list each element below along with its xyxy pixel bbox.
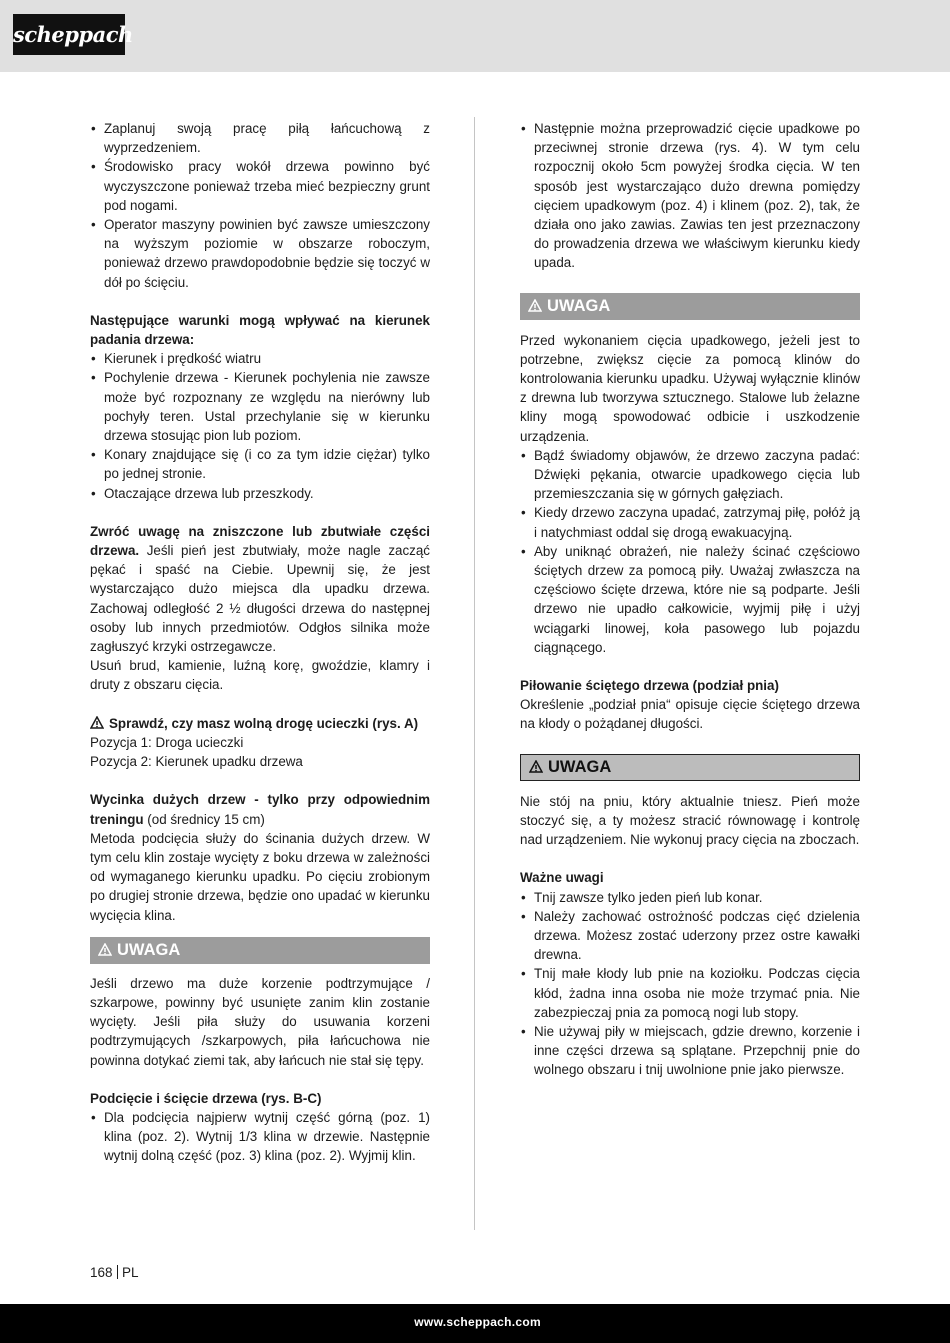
intro-list bbox=[90, 119, 430, 292]
direction-list bbox=[90, 349, 430, 503]
list-item: • Nie używaj piły w miejscach, gdzie drewno, korzenie i inne części drzewa są splątane. Przepchnij pnie do wolnego obszaru i tnij uwolnione pnie jako pierwsze. bbox=[520, 1022, 860, 1080]
warning-bar: UWAGA bbox=[520, 293, 860, 320]
warning-bar: UWAGA bbox=[520, 754, 860, 781]
list-item: • Należy zachować ostrożność podczas cięć dzielenia drzewa. Możesz zostać uderzony przez ostre kawałki drewna. bbox=[520, 907, 860, 965]
header-bar bbox=[0, 0, 950, 72]
warning-paragraph: Nie stój na pniu, który aktualnie tniesz. Pień może stoczyć się, a ty możesz stracić równowagę i kontrolę nad urządzeniem. Nie wykonuj pracy cięcia na zboczach. bbox=[520, 793, 860, 848]
warning-paragraph: Przed wykonaniem cięcia upadkowego, jeżeli jest to potrzebne, zwiększ cięcie za pomocą klinów do kontrolowania kierunku upadku. Używaj wyłącznie klinów z drewna lub tworzywa sztucznego. Stalowe lub żelazne kliny mogą spowodować odbicie i uszkodzenie urządzenia. bbox=[520, 332, 860, 444]
list-item: • Dla podcięcia najpierw wytnij część górną (poz. 1) klina (poz. 2). Wytnij 1/3 klina w drzewie. Następnie wytnij dolną część (poz. 3) klina (poz. 2). Wyjmij klin. bbox=[90, 1108, 430, 1166]
escape-route-heading: Sprawdź, czy masz wolną drogę ucieczki (rys. A) bbox=[90, 714, 430, 733]
language-code: PL bbox=[122, 1265, 139, 1280]
large-trees-paragraph: Metoda podcięcia służy do ścinania dużych drzew. W tym celu klin zostaje wycięty z boku drzewa w zależności od wymaganego kierunku upadku. Po cięciu zrobionym po drugiej stronie drzewa, będzie ono upadać w kierunku wycięcia klina. bbox=[90, 830, 430, 923]
bucking-paragraph: Określenie „podział pnia“ opisuje cięcie ściętego drzewa na kłody o pożądanej długości. bbox=[520, 697, 860, 732]
warning-triangle-icon bbox=[90, 716, 104, 729]
right-column bbox=[520, 119, 860, 1080]
warning-bar: UWAGA bbox=[90, 937, 430, 964]
page-number: 168 bbox=[90, 1265, 113, 1280]
list-item: • Kierunek i prędkość wiatru bbox=[90, 349, 430, 368]
column-divider bbox=[474, 117, 475, 1230]
list-item: • Operator maszyny powinien być zawsze umieszczony na wyższym poziomie w obszarze roboczym, ponieważ drzewo prawdopodobnie będzie się toczyć w dół po ścięciu. bbox=[90, 215, 430, 292]
direction-heading: Następujące warunki mogą wpływać na kierunek padania drzewa: bbox=[90, 312, 430, 348]
warning-triangle-icon bbox=[529, 760, 543, 773]
large-trees-heading: Wycinka dużych drzew - tylko przy odpowiednim treningu (od średnicy 15 cm) bbox=[90, 792, 430, 827]
list-item: • Bądź świadomy objawów, że drzewo zaczyna padać: Dźwięki pękania, otwarcie upadkowego cięcia lub przemieszczania się w górnych gałęziach. bbox=[520, 446, 860, 504]
warning-triangle-icon bbox=[98, 943, 112, 956]
list-item: • Tnij zawsze tylko jeden pień lub konar. bbox=[520, 888, 860, 907]
notes-list bbox=[520, 888, 860, 1080]
bucking-heading: Piłowanie ściętego drzewa (podział pnia) bbox=[520, 678, 779, 694]
footer-separator bbox=[117, 1265, 119, 1279]
brand-logo: scheppach bbox=[13, 14, 125, 55]
list-item: • Tnij małe kłody lub pnie na koziołku. Podczas cięcia kłód, żadna inna osoba nie może trzymać pnia. Nie zabezpieczaj pnia za pomocą nogi lub stopy. bbox=[520, 964, 860, 1022]
page-footer bbox=[90, 1265, 139, 1280]
list-item: • Pochylenie drzewa - Kierunek pochylenia nie zawsze może być rozpoznany ze względu na nierówny lub pochyły teren. Ustal przechylanie się w kierunku drzewa stosując pion lub poziom. bbox=[90, 368, 430, 445]
list-item: • Aby uniknąć obrażeń, nie należy ścinać częściowo ściętych drzew za pomocą piły. Uważaj zwłaszcza na częściowo ścięte drzewa, które nie są podparte. Jeśli drzewo nie upadło całkowicie, wyjmij piłę i użyj wciągarki linowej, koła pasowego lub pojazdu ciągnącego. bbox=[520, 542, 860, 657]
list-item: • Otaczające drzewa lub przeszkody. bbox=[90, 484, 430, 503]
bottom-bar bbox=[0, 1304, 950, 1343]
website-link[interactable]: www.scheppach.com bbox=[414, 1315, 541, 1329]
damaged-wood-paragraph bbox=[90, 522, 430, 656]
damaged-wood-text: Jeśli pień jest zbutwiały, może nagle zacząć pękać i spaść na Ciebie. Upewnij się, że jest wystarczająco dużo miejsca dla upadku drzewa. Zachowaj odległość 2 ½ długości drzewa do następnej osoby lub innych przedmiotów. Odgłos silnika może zagłuszyć krzyki ostrzegawcze. bbox=[90, 543, 430, 655]
left-column bbox=[90, 119, 430, 1166]
warning-paragraph: Jeśli drzewo ma duże korzenie podtrzymujące / szkarpowe, powinny być usunięte zanim klin zostanie wycięty. Jeśli piła służy do usuwania korzeni podtrzymujących /szkarpowych, piła łańcuchowa nie powinna dotykać ziemi tak, aby łańcuch nie stał się tępy. bbox=[90, 975, 430, 1068]
debris-paragraph: Usuń brud, kamienie, luźną korę, gwoździe, klamry i druty z obszaru cięcia. bbox=[90, 658, 430, 693]
list-item: • Środowisko pracy wokół drzewa powinno być wyczyszczone ponieważ trzeba mieć bezpieczny grunt pod nogami. bbox=[90, 157, 430, 215]
damaged-wood-heading: Zwróć uwagę na zniszczone lub zbutwiałe części drzewa. bbox=[90, 523, 430, 559]
warning-list bbox=[520, 446, 860, 657]
undercut-list bbox=[90, 1108, 430, 1166]
undercut-heading: Podcięcie i ścięcie drzewa (rys. B-C) bbox=[90, 1090, 322, 1106]
list-item: • Następnie można przeprowadzić cięcie upadkowe po przeciwnej stronie drzewa (rys. 4). W tym celu rozpocznij około 5cm powyżej środka cięcia. W ten sposób jest wystarczająco dużo drewna pomiędzy cięciem upadkowym (poz. 4) i klinem (poz. 2), tak, że działa ono jako zawias. Zawias ten jest przeznaczony do prowadzenia drzewa we właściwym kierunku kiedy upada. bbox=[520, 119, 860, 273]
list-item: • Kiedy drzewo zaczyna upadać, zatrzymaj piłę, połóż ją i natychmiast oddal się drogą ewakuacyjną. bbox=[520, 503, 860, 541]
felling-list bbox=[520, 119, 860, 273]
escape-position-2: Pozycja 2: Kierunek upadku drzewa bbox=[90, 754, 303, 770]
notes-heading: Ważne uwagi bbox=[520, 870, 604, 886]
list-item: • Konary znajdujące się (i co za tym idzie ciężar) tylko po jednej stronie. bbox=[90, 445, 430, 483]
escape-position-1: Pozycja 1: Droga ucieczki bbox=[90, 734, 244, 750]
warning-triangle-icon bbox=[528, 299, 542, 312]
list-item: • Zaplanuj swoją pracę piłą łańcuchową z wyprzedzeniem. bbox=[90, 119, 430, 157]
